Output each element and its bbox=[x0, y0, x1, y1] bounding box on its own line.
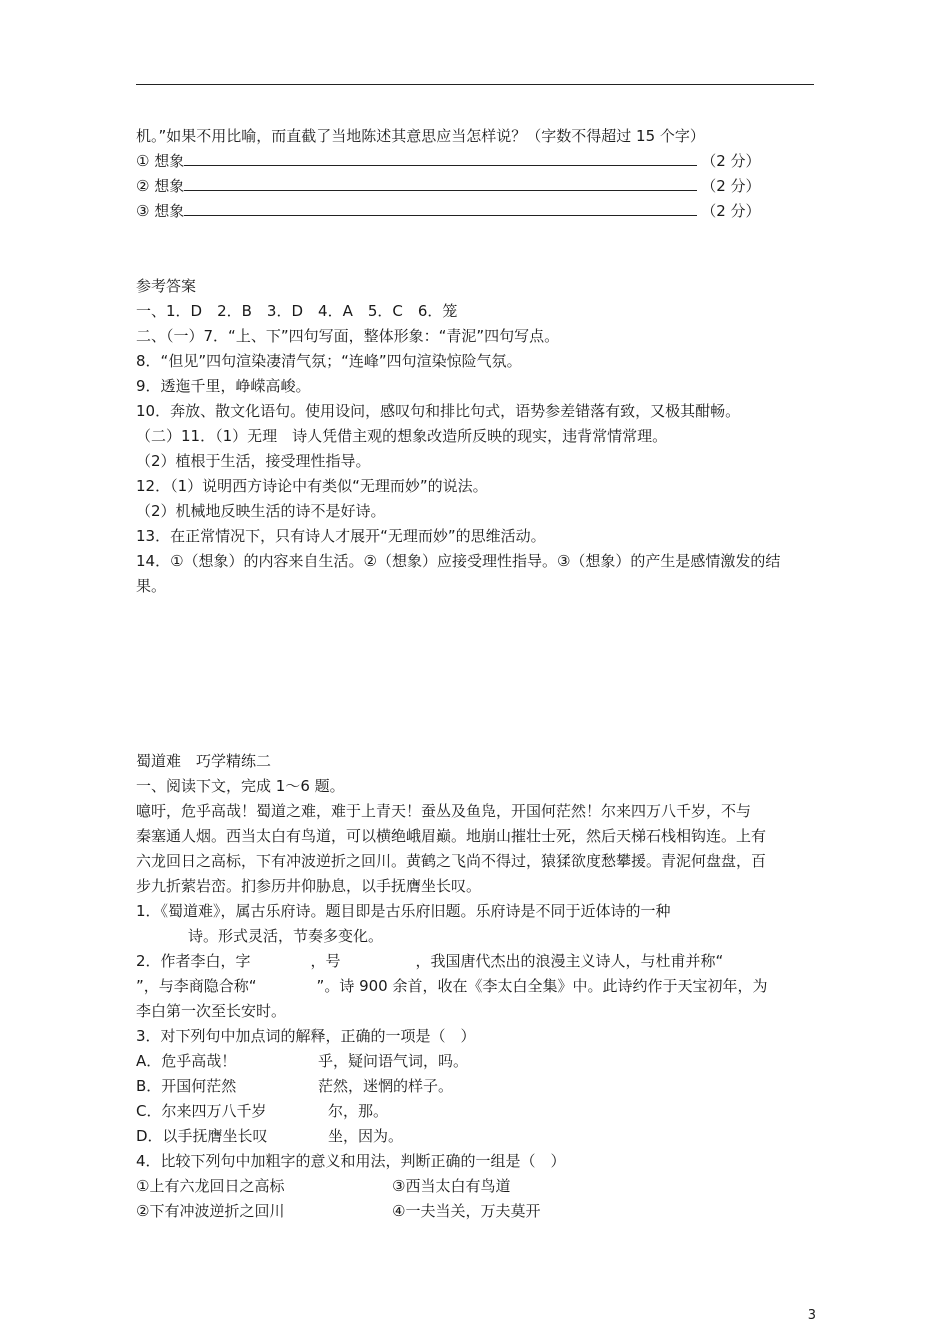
passage-line: 步九折萦岩峦。扪参历井仰胁息，以手抚膺坐长叹。 bbox=[136, 877, 482, 895]
answer-line: 8．“但见”四句渲染凄清气氛；“连峰”四句渲染惊险气氛。 bbox=[136, 352, 522, 370]
question-3-gloss-c: 尔，那。 bbox=[328, 1102, 389, 1120]
answer-line: 10．奔放、散文化语句。使用设问，感叹句和排比句式，语势参差错落有致，又极其酣畅。 bbox=[136, 402, 741, 420]
answer-line: 一、1．D 2．B 3．D 4．A 5．C 6．笼 bbox=[136, 302, 458, 320]
question-4-item-1: ①上有六龙回日之高标 bbox=[136, 1177, 285, 1195]
question-4-item-4: ④一夫当关，万夫莫开 bbox=[392, 1202, 541, 1220]
answer-line: 14．①（想象）的内容来自生活。②（想象）应接受理性指导。③（想象）的产生是感情激发的结 bbox=[136, 552, 781, 570]
question-3-gloss-b: 茫然，迷惘的样子。 bbox=[318, 1077, 454, 1095]
question-2-line: ”，与李商隐合称“ ”。诗 900 余首，收在《李太白全集》中。此诗约作于天宝初年，为 bbox=[136, 977, 768, 995]
passage-line: 秦塞通人烟。西当太白有鸟道，可以横绝峨眉巅。地崩山摧壮士死，然后天梯石栈相钩连。上有 bbox=[136, 827, 767, 845]
question-4-item-2: ②下有冲波逆折之回川 bbox=[136, 1202, 285, 1220]
question-1-line: 1．《蜀道难》，属古乐府诗。题目即是古乐府旧题。乐府诗是不同于近体诗的一种 bbox=[136, 902, 671, 920]
page-number: 3 bbox=[807, 1308, 816, 1323]
question-3-stem: 3．对下列句中加点词的解释，正确的一项是（ ） bbox=[136, 1027, 476, 1045]
header-rule bbox=[136, 84, 814, 85]
exercise-instruction: 一、阅读下文，完成 1～6 题。 bbox=[136, 777, 345, 795]
answer-line: 9．透迤千里，峥嵘高峻。 bbox=[136, 377, 311, 395]
answer-blank-3 bbox=[136, 201, 761, 221]
question-1-line: 诗。形式灵活，节奏多变化。 bbox=[188, 927, 384, 945]
answer-line: 12．（1）说明西方诗论中有类似“无理而妙”的说法。 bbox=[136, 477, 488, 495]
question-3-gloss-a: 乎，疑问语气词，吗。 bbox=[318, 1052, 469, 1070]
answer-line: 果。 bbox=[136, 577, 167, 595]
answer-line: （2）机械地反映生活的诗不是好诗。 bbox=[136, 502, 386, 520]
answers-title: 参考答案 bbox=[136, 277, 197, 295]
question-tail: 机。”如果不用比喻，而直截了当地陈述其意思应当怎样说？（字数不得超过 15 个字） bbox=[136, 127, 705, 145]
answer-line: 13．在正常情况下，只有诗人才展开“无理而妙”的思维活动。 bbox=[136, 527, 546, 545]
passage-line: 六龙回日之高标，下有冲波逆折之回川。黄鹤之飞尚不得过，猿猱欲度愁攀援。青泥何盘盘，百 bbox=[136, 852, 767, 870]
blank-underline bbox=[184, 153, 697, 166]
question-3-option-a: A．危乎高哉！ bbox=[136, 1052, 237, 1070]
question-4-item-3: ③西当太白有鸟道 bbox=[392, 1177, 511, 1195]
question-2-line: 李白第一次至长安时。 bbox=[136, 1002, 287, 1020]
blank-score: （2 分） bbox=[701, 202, 761, 220]
question-3-gloss-d: 坐，因为。 bbox=[328, 1127, 404, 1145]
answer-line: （二）11．（1）无理 诗人凭借主观的想象改造所反映的现实，违背常情常理。 bbox=[136, 427, 668, 445]
blank-label: ③ 想象 bbox=[136, 202, 185, 220]
answer-line: （2）植根于生活，接受理性指导。 bbox=[136, 452, 371, 470]
blank-label: ① 想象 bbox=[136, 152, 185, 170]
question-3-option-b: B．开国何茫然 bbox=[136, 1077, 237, 1095]
answer-blank-1 bbox=[136, 151, 761, 171]
question-2-line: 2．作者李白，字 ，号 ，我国唐代杰出的浪漫主义诗人，与杜甫并称“ bbox=[136, 952, 724, 970]
passage-line: 噫吁，危乎高哉！蜀道之难，难于上青天！蚕丛及鱼凫，开国何茫然！尔来四万八千岁，不与 bbox=[136, 802, 752, 820]
blank-score: （2 分） bbox=[701, 152, 761, 170]
blank-underline bbox=[184, 178, 697, 191]
blank-score: （2 分） bbox=[701, 177, 761, 195]
exercise-title: 蜀道难 巧学精练二 bbox=[136, 752, 272, 770]
question-3-option-d: D．以手抚膺坐长叹 bbox=[136, 1127, 268, 1145]
answer-blank-2 bbox=[136, 176, 761, 196]
question-4-stem: 4．比较下列句中加粗字的意义和用法，判断正确的一组是（ ） bbox=[136, 1152, 566, 1170]
blank-underline bbox=[184, 203, 697, 216]
answer-line: 二、（一）7．“上、下”四句写面，整体形象：“青泥”四句写点。 bbox=[136, 327, 560, 345]
question-3-option-c: C．尔来四万八千岁 bbox=[136, 1102, 267, 1120]
blank-label: ② 想象 bbox=[136, 177, 185, 195]
